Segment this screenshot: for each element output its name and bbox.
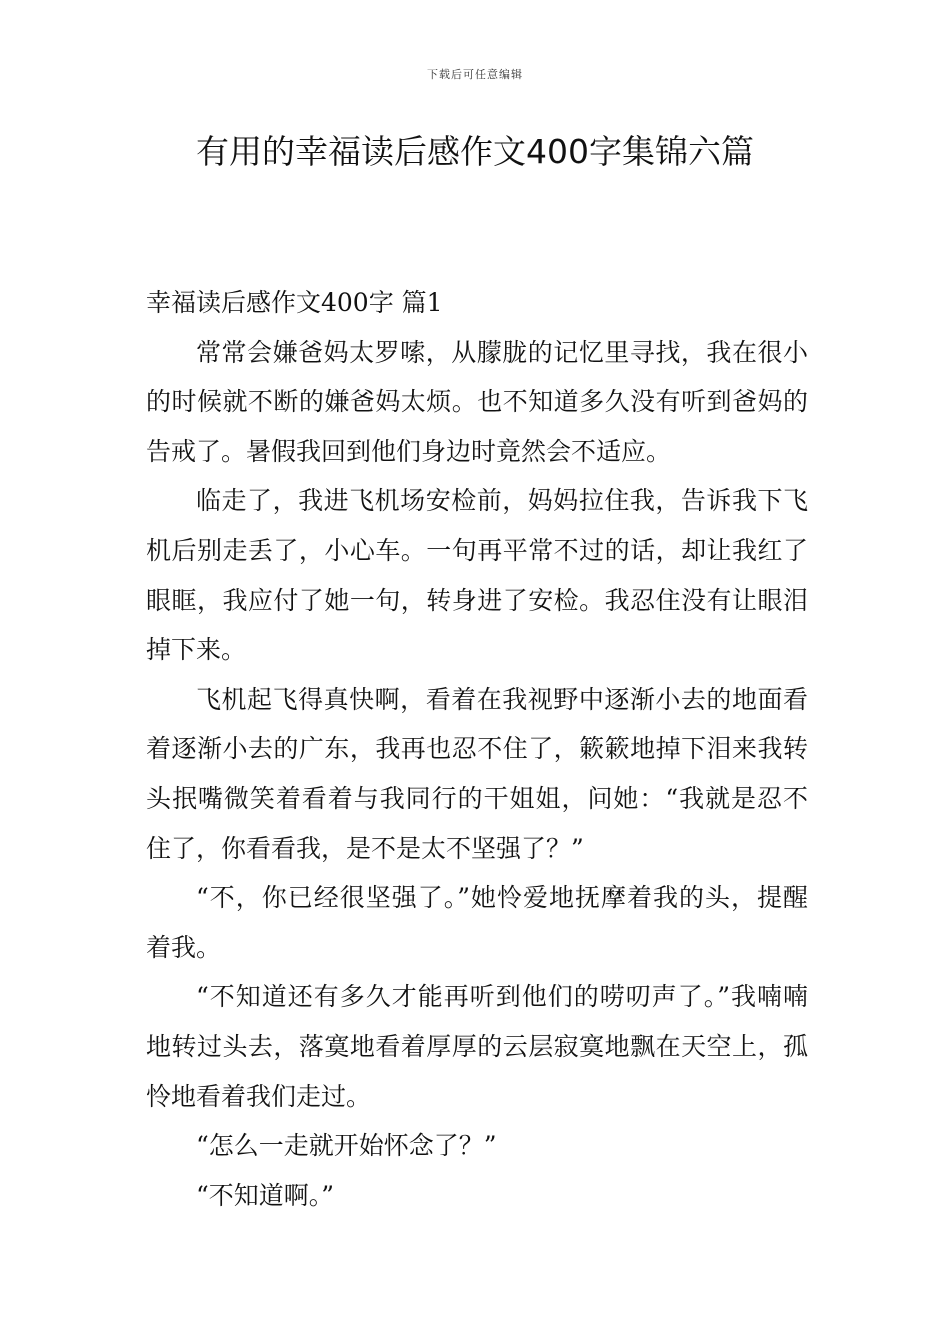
section-heading: 幸福读后感作文400字 篇1 bbox=[146, 288, 443, 317]
paragraph: “不知道啊。” bbox=[196, 1180, 335, 1210]
header-note: 下载后可任意编辑 bbox=[427, 68, 523, 81]
paragraph: 常常会嫌爸妈太罗嗦，从朦胧的记忆里寻找，我在很小的时候就不断的嫌爸妈太烦。也不知道多久没有听到爸妈的告戒了。暑假我回到他们身边时竟然会不适应。 bbox=[146, 337, 808, 466]
paragraph: “不，你已经很坚强了。”她怜爱地抚摩着我的头，提醒着我。 bbox=[146, 883, 808, 962]
paragraph: 临走了，我进飞机场安检前，妈妈拉住我，告诉我下飞机后别走丢了，小心车。一句再平常不过的话，却让我红了眼眶，我应付了她一句，转身进了安检。我忍住没有让眼泪掉下来。 bbox=[146, 486, 808, 665]
paragraph: “怎么一走就开始怀念了？” bbox=[196, 1131, 497, 1161]
document-title: 有用的幸福读后感作文400字集锦六篇 bbox=[196, 132, 754, 171]
paragraph: “不知道还有多久才能再听到他们的唠叨声了。”我喃喃地转过头去，落寞地看着厚厚的云层寂寞地飘在天空上，孤怜地看着我们走过。 bbox=[146, 982, 808, 1111]
paragraph: 飞机起飞得真快啊，看着在我视野中逐渐小去的地面看着逐渐小去的广东，我再也忍不住了，簌簌地掉下泪来我转头抿嘴微笑着看着与我同行的干姐姐，问她：“我就是忍不住了，你看看我，是不是太不坚强了？” bbox=[146, 684, 808, 863]
document-body bbox=[146, 278, 808, 1220]
